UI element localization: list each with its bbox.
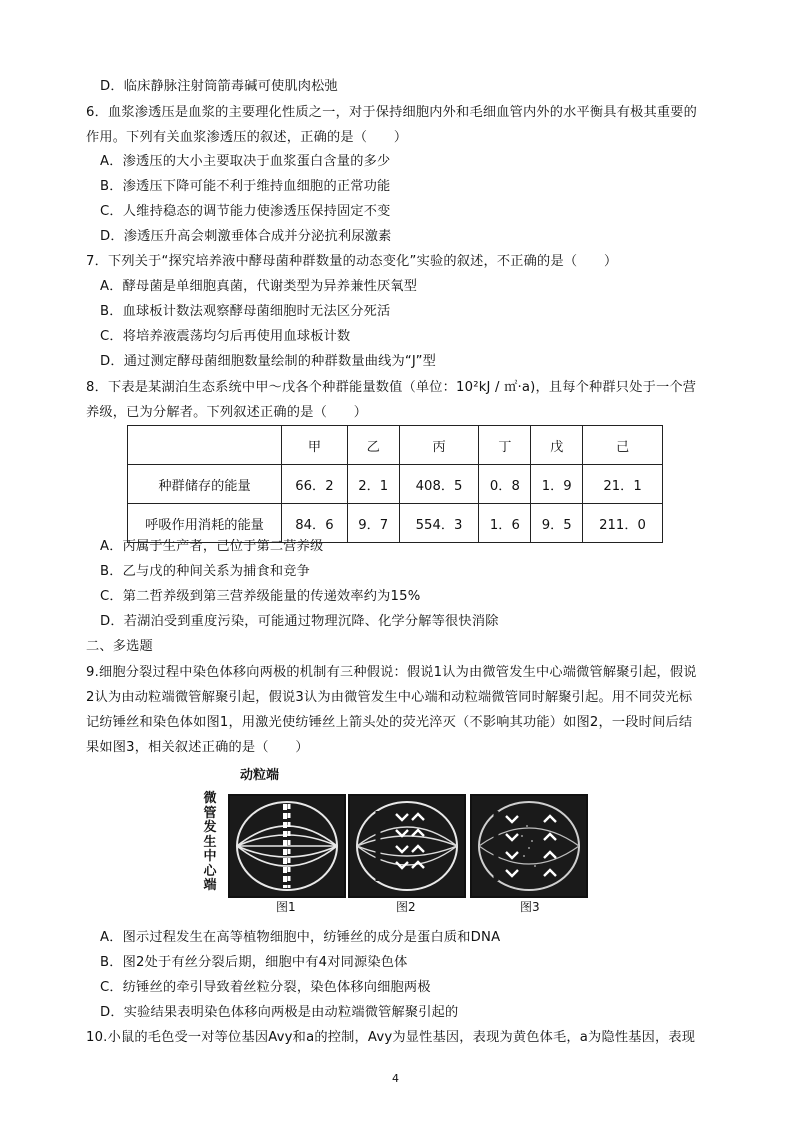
figure-label-char: 端 [203,878,217,893]
table-header-row [128,426,663,465]
table-cell: 丙 [399,426,479,465]
answer-option: B．图2处于有丝分裂后期，细胞中有4对同源染色体 [100,955,408,970]
figure-label-char: 生 [203,834,217,850]
answer-option: A．酵母菌是单细胞真菌，代谢类型为异养兼性厌氧型 [100,279,418,294]
figure-caption-3: 图3 [520,900,540,914]
section-heading: 二、多选题 [86,639,153,654]
figure-label-microtubule-center-end [202,792,218,894]
figure-caption-2: 图2 [396,900,416,914]
question-stem-line: 7．下列关于“探究培养液中酵母菌种群数量的动态变化”实验的叙述，不正确的是（ ） [86,254,618,269]
figure-label-char: 中 [203,849,217,864]
spindle-image-3 [472,796,586,896]
table-cell: 甲 [282,426,348,465]
figure-label-char: 发 [203,820,217,835]
figure-panel-3 [470,794,588,898]
figure-label-char: 心 [203,863,217,879]
answer-option: C．第二哲养级到第三营养级能量的传递效率约为15% [100,589,421,604]
answer-option: C．将培养液震荡均匀后再使用血球板计数 [100,329,351,344]
question-stem-line: 10.小鼠的毛色受一对等位基因Avy和a的控制，Avy为显性基因，表现为黄色体毛，a为隐性基因，表现 [86,1030,696,1045]
table-cell: 554．3 [399,504,479,543]
page-number: 4 [392,1072,399,1085]
table-cell: 戊 [531,426,583,465]
table-cell: 种群储存的能量 [128,465,282,504]
question-stem-line: 记纺锤丝和染色体如图1，用激光使纺锤丝上箭头处的荧光淬灭（不影响其功能）如图2，一段时间后结 [86,715,693,730]
answer-option: D．临床静脉注射筒箭毒碱可使肌肉松弛 [100,79,338,94]
table-row [128,504,663,543]
figure-panel-1 [228,794,346,898]
table-cell: 66．2 [282,465,348,504]
table-cell [128,426,282,465]
spindle-figure [198,764,596,916]
answer-option: B．血球板计数法观察酵母菌细胞时无法区分死活 [100,304,391,319]
question-stem-line: 8．下表是某湖泊生态系统中甲～戊各个种群能量数值（单位：10²kJ / ㎡·a)，且每个种群只处于一个营 [86,380,697,395]
table-cell: 9．7 [347,504,399,543]
table-cell: 211．0 [583,504,663,543]
table-row [128,465,663,504]
answer-option: D．渗透压升高会刺激垂体合成并分泌抗利尿激素 [100,229,392,244]
answer-option: C．人维持稳态的调节能力使渗透压保持固定不变 [100,204,391,219]
table-cell: 1．9 [531,465,583,504]
table-cell: 2．1 [347,465,399,504]
question-stem-line: 作用。下列有关血浆渗透压的叙述，正确的是（ ） [86,130,408,145]
answer-option: A．图示过程发生在高等植物细胞中，纺锤丝的成分是蛋白质和DNA [100,930,501,945]
table-cell: 丁 [479,426,531,465]
table-cell: 1．6 [479,504,531,543]
figure-label-char: 管 [203,805,217,821]
figure-panel-2 [348,794,466,898]
table-cell: 408．5 [399,465,479,504]
spindle-image-2 [350,796,464,896]
answer-option: D．通过测定酵母菌细胞数量绘制的种群数量曲线为“J”型 [100,354,437,369]
spindle-image-1 [230,796,344,896]
figure-label-char: 微 [203,791,217,806]
answer-option: D．实验结果表明染色体移向两极是由动粒端微管解聚引起的 [100,1005,459,1020]
table-cell: 21．1 [583,465,663,504]
energy-table [127,425,663,543]
answer-option: A．渗透压的大小主要取决于血浆蛋白含量的多少 [100,154,391,169]
question-stem-line: 6．血浆渗透压是血浆的主要理化性质之一，对于保持细胞内外和毛细血管内外的水平衡具有极其重要的 [86,105,698,120]
question-stem-line: 9.细胞分裂过程中染色体移向两极的机制有三种假说：假说1认为由微管发生中心端微管解聚引起，假说 [86,665,697,680]
table-cell: 9．5 [531,504,583,543]
answer-option: A．丙属于生产者，己位于第二营养级 [100,539,324,554]
question-stem-line: 养级，已为分解者。下列叙述正确的是（ ） [86,405,368,420]
question-stem-line: 果如图3，相关叙述正确的是（ ） [86,740,309,755]
answer-option: B．渗透压下降可能不利于维持血细胞的正常功能 [100,179,391,194]
question-stem-line: 2认为由动粒端微管解聚引起，假说3认为由微管发生中心端和动粒端微管同时解聚引起。用不同荧光标 [86,690,693,705]
table-cell: 84．6 [282,504,348,543]
answer-option: D．若湖泊受到重度污染，可能通过物理沉降、化学分解等很快消除 [100,614,499,629]
table-cell: 己 [583,426,663,465]
table-cell: 乙 [347,426,399,465]
table-cell: 0．8 [479,465,531,504]
figure-label-kinetochore-end: 动粒端 [240,768,280,783]
answer-option: C．纺锤丝的牵引导致着丝粒分裂，染色体移向细胞两极 [100,980,431,995]
table-cell: 呼吸作用消耗的能量 [128,504,282,543]
figure-caption-1: 图1 [276,900,296,914]
answer-option: B．乙与戊的种间关系为捕食和竞争 [100,564,311,579]
